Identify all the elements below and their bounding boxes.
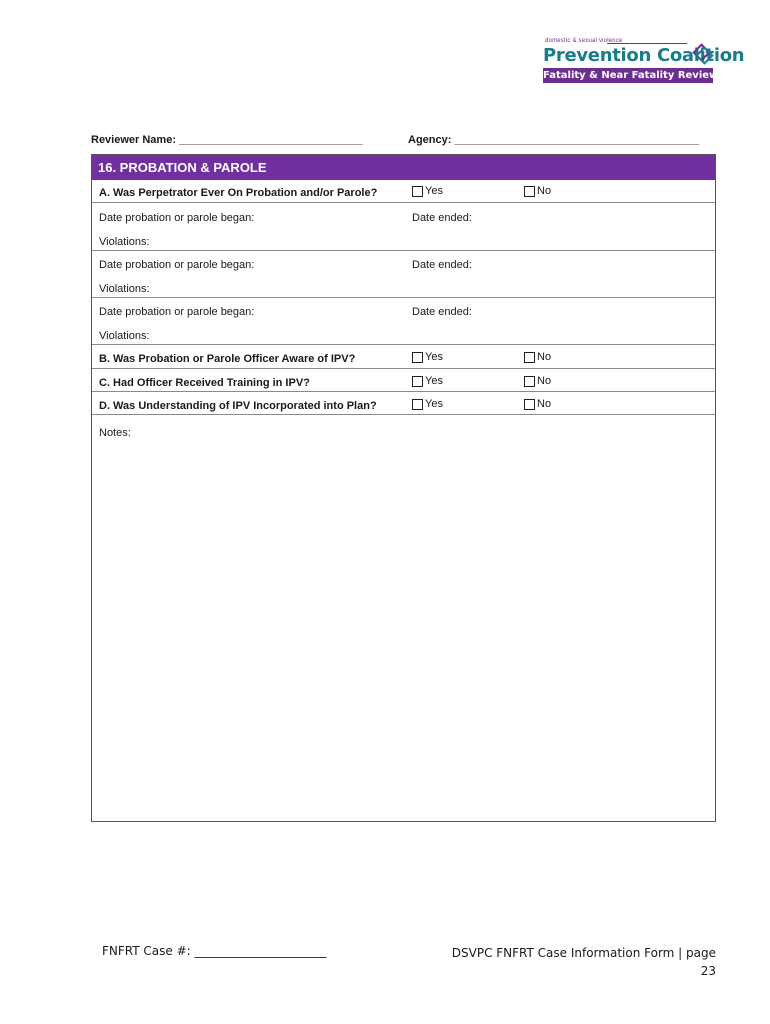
reviewer-name-blank: ______________________________ bbox=[179, 134, 363, 146]
divider bbox=[92, 368, 715, 369]
yes-label: Yes bbox=[425, 185, 443, 197]
divider bbox=[92, 297, 715, 298]
date-ended-field[interactable]: Date ended: bbox=[412, 212, 472, 224]
case-number-field[interactable] bbox=[102, 944, 327, 958]
violations-field[interactable]: Violations: bbox=[99, 236, 150, 248]
no-label: No bbox=[537, 351, 552, 363]
divider bbox=[92, 202, 715, 203]
agency-blank: ________________________________________ bbox=[454, 134, 700, 146]
violations-field[interactable]: Violations: bbox=[99, 330, 150, 342]
question-c-no-option[interactable] bbox=[524, 375, 551, 387]
form-name: DSVPC FNFRT Case Information Form | page bbox=[451, 946, 716, 960]
checkbox-icon[interactable] bbox=[412, 399, 423, 410]
logo-banner: Fatality & Near Fatality Review bbox=[543, 70, 719, 81]
date-began-field[interactable]: Date probation or parole began: bbox=[99, 259, 255, 271]
checkbox-icon[interactable] bbox=[412, 186, 423, 197]
no-label: No bbox=[537, 398, 552, 410]
date-ended-field[interactable]: Date ended: bbox=[412, 306, 472, 318]
no-label: No bbox=[537, 185, 552, 197]
notes-label: Notes: bbox=[99, 427, 131, 439]
question-b-no-option[interactable] bbox=[524, 351, 551, 363]
divider bbox=[92, 414, 715, 415]
checkbox-icon[interactable] bbox=[412, 376, 423, 387]
checkbox-icon[interactable] bbox=[524, 376, 535, 387]
date-began-field[interactable]: Date probation or parole began: bbox=[99, 212, 255, 224]
logo-rule bbox=[607, 43, 687, 44]
yes-label: Yes bbox=[425, 375, 443, 387]
logo-name: Prevention Coalition bbox=[543, 45, 745, 66]
question-c-yes-option[interactable] bbox=[412, 375, 443, 387]
date-began-field[interactable]: Date probation or parole began: bbox=[99, 306, 255, 318]
probation-parole-form bbox=[91, 154, 716, 822]
question-a-yes-option[interactable] bbox=[412, 185, 443, 197]
question-b-yes-option[interactable] bbox=[412, 351, 443, 363]
section-title: 16. PROBATION & PAROLE bbox=[92, 155, 715, 180]
checkbox-icon[interactable] bbox=[524, 186, 535, 197]
reviewer-name-field[interactable] bbox=[91, 134, 363, 146]
yes-label: Yes bbox=[425, 398, 443, 410]
divider bbox=[92, 391, 715, 392]
no-label: No bbox=[537, 375, 552, 387]
question-a-label: A. Was Perpetrator Ever On Probation and/or Parole? bbox=[99, 187, 378, 199]
reviewer-name-label: Reviewer Name: bbox=[91, 134, 176, 146]
yes-label: Yes bbox=[425, 351, 443, 363]
checkbox-icon[interactable] bbox=[524, 352, 535, 363]
question-d-label: D. Was Understanding of IPV Incorporated into Plan? bbox=[99, 400, 377, 412]
coalition-logo bbox=[543, 38, 745, 86]
question-d-yes-option[interactable] bbox=[412, 398, 443, 410]
divider bbox=[92, 250, 715, 251]
question-d-no-option[interactable] bbox=[524, 398, 551, 410]
page-footer bbox=[452, 944, 716, 980]
question-b-label: B. Was Probation or Parole Officer Aware of IPV? bbox=[99, 353, 356, 365]
agency-field[interactable] bbox=[408, 134, 699, 146]
agency-label: Agency: bbox=[408, 134, 452, 146]
logo-emblem-icon bbox=[691, 42, 715, 66]
question-a-no-option[interactable] bbox=[524, 185, 551, 197]
checkbox-icon[interactable] bbox=[524, 399, 535, 410]
case-number-blank: ______________________ bbox=[194, 944, 327, 958]
date-ended-field[interactable]: Date ended: bbox=[412, 259, 472, 271]
case-number-label: FNFRT Case #: bbox=[102, 944, 191, 958]
violations-field[interactable]: Violations: bbox=[99, 283, 150, 295]
divider bbox=[92, 344, 715, 345]
question-c-label: C. Had Officer Received Training in IPV? bbox=[99, 377, 310, 389]
logo-tagline: domestic & sexual violence bbox=[545, 38, 623, 44]
checkbox-icon[interactable] bbox=[412, 352, 423, 363]
page-number: 23 bbox=[700, 964, 716, 978]
